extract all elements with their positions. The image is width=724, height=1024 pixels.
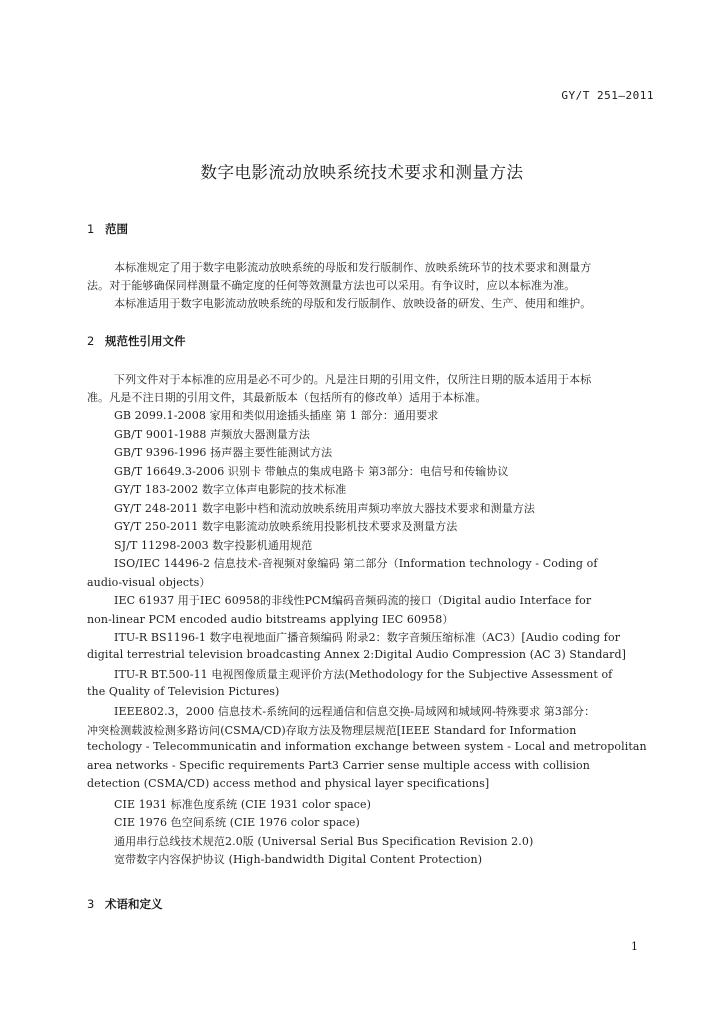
page-number: 1 — [631, 940, 638, 953]
standard-code: GY/T 251—2011 — [561, 89, 654, 102]
document-title: 数字电影流动放映系统技术要求和测量方法 — [200, 163, 524, 182]
reference-item: GY/T 250-2011 数字电影流动放映系统用投影机技术要求及测量方法 — [114, 520, 458, 533]
reference-item: ITU-R BS1196-1 数字电视地面广播音频编码 附录2：数字音频压缩标准（AC3）[Audio coding for — [114, 631, 621, 644]
section-2-heading — [87, 333, 186, 349]
reference-item-continued: 冲突检测载波检测多路访问(CSMA/CD)存取方法及物理层规范[IEEE Standard for Information — [87, 724, 577, 737]
section-title: 规范性引用文件 — [105, 334, 186, 348]
reference-item: ISO/IEC 14496-2 信息技术-音视频对象编码 第二部分（Information technology - Coding of — [114, 557, 598, 570]
reference-item: GB 2099.1-2008 家用和类似用途插头插座 第 1 部分：通用要求 — [114, 409, 439, 422]
reference-item-continued: area networks - Specific requirements Part3 Carrier sense multiple access with collision — [87, 759, 590, 772]
reference-item: GB/T 16649.3-2006 识别卡 带触点的集成电路卡 第3部分：电信号和传输协议 — [114, 465, 509, 478]
section-number: 2 — [87, 334, 95, 348]
reference-item: IEEE802.3，2000 信息技术-系统间的远程通信和信息交换-局域网和城域网-特殊要求 第3部分： — [114, 705, 596, 718]
reference-item: GB/T 9396-1996 扬声器主要性能测试方法 — [114, 446, 333, 459]
scope-line-1: 本标准规定了用于数字电影流动放映系统的母版和发行版制作、放映系统环节的技术要求和测量方 — [114, 261, 592, 274]
reference-item: GY/T 183-2002 数字立体声电影院的技术标准 — [114, 483, 347, 496]
reference-item-continued: digital terrestrial television broadcasting Annex 2:Digital Audio Compression (AC 3) Standard] — [87, 648, 627, 661]
reference-item: ITU-R BT.500-11 电视图像质量主观评价方法(Methodology for the Subjective Assessment of — [114, 668, 613, 681]
normative-line: 下列文件对于本标准的应用是必不可少的。凡是注日期的引用文件，仅所注日期的版本适用于本标 — [114, 373, 592, 386]
section-3-heading — [87, 896, 163, 912]
section-1-heading — [87, 221, 128, 237]
reference-item: SJ/T 11298-2003 数字投影机通用规范 — [114, 539, 313, 552]
scope-line-3: 本标准适用于数字电影流动放映系统的母版和发行版制作、放映设备的研发、生产、使用和维护。 — [114, 297, 592, 310]
reference-item-continued: non-linear PCM encoded audio bitstreams applying IEC 60958） — [87, 613, 454, 626]
section-title: 术语和定义 — [105, 897, 163, 911]
reference-item: GY/T 248-2011 数字电影中档和流动放映系统用声频功率放大器技术要求和测量方法 — [114, 502, 535, 515]
reference-item-continued: detection (CSMA/CD) access method and physical layer specifications] — [87, 777, 490, 790]
reference-item: CIE 1931 标准色度系统 (CIE 1931 color space) — [114, 798, 372, 811]
section-number: 3 — [87, 897, 95, 911]
scope-line-2: 法。对于能够确保同样测量不确定度的任何等效测量方法也可以采用。有争议时，应以本标准为准。 — [87, 279, 576, 292]
section-title: 范围 — [105, 222, 128, 236]
reference-item: 宽带数字内容保护协议 (High-bandwidth Digital Content Protection) — [114, 853, 483, 866]
reference-item: CIE 1976 色空间系统 (CIE 1976 color space) — [114, 816, 360, 829]
reference-item-continued: audio-visual objects） — [87, 576, 211, 589]
reference-item: IEC 61937 用于IEC 60958的非线性PCM编码音频码流的接口（Digital audio Interface for — [114, 594, 592, 607]
reference-item-continued: techology - Telecommunicatin and information exchange between system - Local and metropolitan — [87, 740, 647, 753]
reference-item: 通用串行总线技术规范2.0版 (Universal Serial Bus Specification Revision 2.0) — [114, 835, 534, 848]
section-number: 1 — [87, 222, 95, 236]
reference-item-continued: the Quality of Television Pictures) — [87, 685, 280, 698]
reference-item: GB/T 9001-1988 声频放大器测量方法 — [114, 428, 311, 441]
normative-line: 准。凡是不注日期的引用文件，其最新版本（包括所有的修改单）适用于本标准。 — [87, 391, 487, 404]
